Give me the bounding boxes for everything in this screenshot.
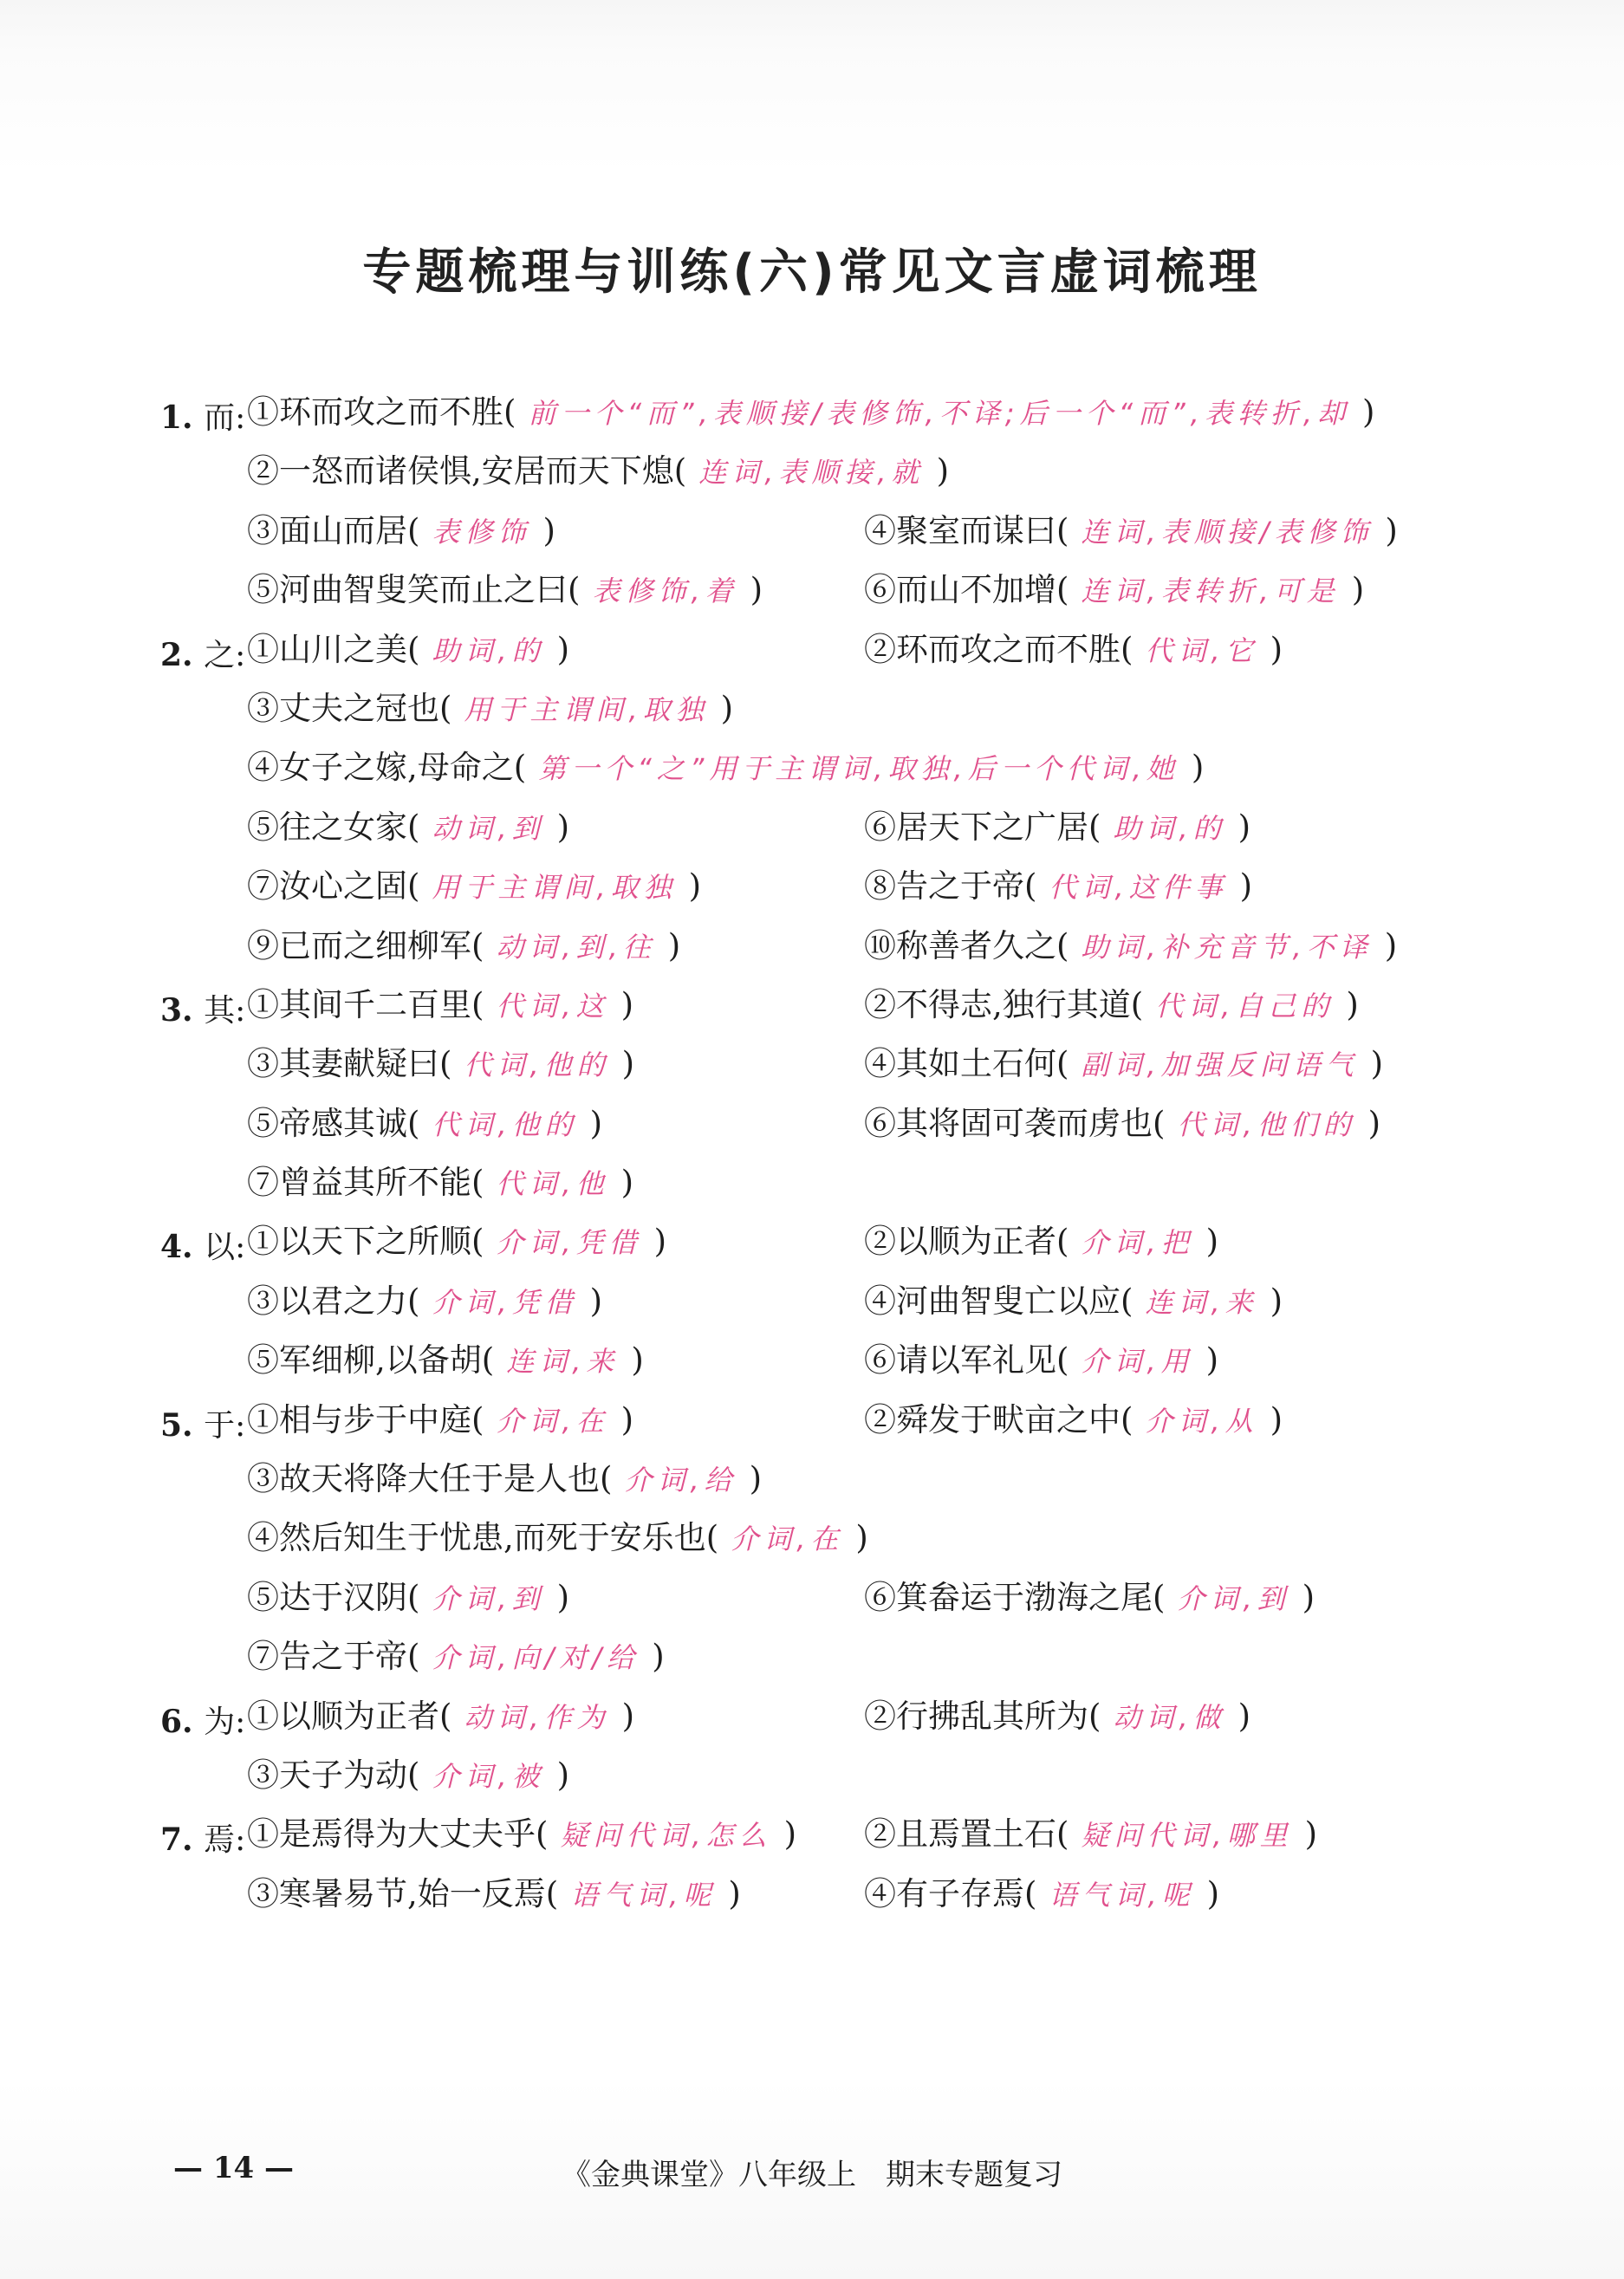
open-paren: ( [407, 630, 420, 668]
close-paren: ) [556, 630, 570, 668]
example-item [247, 1164, 633, 1203]
handwritten-answer: 介词,被 [432, 1759, 545, 1793]
open-paren: ( [439, 1045, 452, 1083]
item-number: 6. [160, 1703, 205, 1740]
close-paren: ) [556, 1756, 570, 1794]
example-sentence: ⑦汝心之固 [247, 867, 407, 906]
handwritten-answer: 动词,作为 [464, 1700, 610, 1734]
close-paren: ) [1205, 1341, 1219, 1380]
example-sentence: ④河曲智叟亡以应 [864, 1282, 1121, 1320]
handwritten-answer: 助词,的 [1113, 811, 1226, 845]
exercise-row [160, 447, 1478, 506]
close-paren: ) [621, 1045, 635, 1083]
close-paren: ) [1346, 985, 1359, 1023]
handwritten-answer: 用于主谓间,取独 [432, 871, 677, 905]
example-sentence: ④聚室而谋曰 [864, 511, 1056, 549]
example-sentence: ①环而攻之而不胜 [247, 393, 503, 431]
handwritten-answer: 疑问代词,哪里 [1081, 1819, 1293, 1853]
exercise-row [160, 1396, 1478, 1455]
example-sentence: ④有子存焉 [864, 1874, 1024, 1912]
example-item [864, 808, 1250, 847]
handwritten-answer: 疑问代词,怎么 [560, 1819, 772, 1853]
example-sentence: ④其如土石何 [864, 1045, 1056, 1083]
exercise-row [160, 981, 1478, 1040]
handwritten-answer: 代词,这件事 [1049, 871, 1228, 905]
example-item [864, 1105, 1380, 1144]
example-sentence: ②一怒而诸侯惧,安居而天下熄 [247, 452, 674, 490]
close-paren: ) [620, 985, 634, 1023]
example-item [864, 1579, 1315, 1618]
open-paren: ( [1088, 808, 1101, 846]
close-paren: ) [620, 1400, 634, 1438]
example-item [247, 1815, 796, 1854]
handwritten-answer: 用于主谓间,取独 [464, 692, 709, 726]
handwritten-answer: 代词,自己的 [1155, 989, 1335, 1023]
close-paren: ) [1384, 926, 1398, 964]
open-paren: ( [407, 1578, 420, 1616]
handwritten-answer: 连词,表顺接,就 [698, 456, 925, 490]
example-item [864, 571, 1364, 610]
example-sentence: ⑦告之于帝 [247, 1638, 407, 1676]
example-sentence: ③其妻献疑曰 [247, 1045, 439, 1083]
open-paren: ( [1056, 1341, 1069, 1380]
book-title-footer: 《金典课堂》八年级上 期末专题复习 [562, 2158, 1062, 2192]
example-sentence: ③丈夫之冠也 [247, 689, 439, 727]
close-paren: ) [652, 1638, 665, 1676]
close-paren: ) [667, 926, 681, 964]
example-sentence: ①以天下之所顺 [247, 1223, 471, 1261]
example-item [247, 867, 701, 906]
close-paren: ) [589, 1104, 603, 1142]
word-heading [160, 1698, 245, 1742]
exercise-row [160, 626, 1478, 685]
handwritten-answer: 连词,来 [1145, 1285, 1258, 1319]
example-item [864, 1401, 1283, 1440]
close-paren: ) [589, 1282, 603, 1320]
example-item [864, 1223, 1218, 1262]
handwritten-answer: 代词,他们的 [1177, 1107, 1356, 1141]
exercise-row [160, 507, 1478, 566]
example-sentence: ①其间千二百里 [247, 985, 471, 1023]
open-paren: ( [600, 1460, 613, 1498]
example-sentence: ①是焉得为大丈夫乎 [247, 1815, 536, 1854]
example-sentence: ②且焉置土石 [864, 1815, 1056, 1854]
handwritten-answer: 介词,凭借 [432, 1285, 578, 1319]
example-sentence: ⑧告之于帝 [864, 867, 1024, 906]
close-paren: ) [1270, 1400, 1283, 1438]
open-paren: ( [1056, 926, 1069, 964]
open-paren: ( [568, 571, 581, 609]
open-paren: ( [1121, 1282, 1134, 1320]
example-sentence: ⑤河曲智叟笑而止之曰 [247, 571, 568, 609]
open-paren: ( [503, 393, 516, 431]
example-sentence: ②舜发于畎亩之中 [864, 1400, 1121, 1438]
handwritten-answer: 介词,把 [1081, 1226, 1194, 1260]
word-heading [160, 631, 245, 675]
open-paren: ( [481, 1341, 495, 1380]
close-paren: ) [855, 1519, 868, 1557]
close-paren: ) [1206, 1874, 1220, 1912]
example-sentence: ⑩称善者久之 [864, 926, 1056, 964]
example-item [247, 927, 680, 966]
close-paren: ) [1304, 1815, 1318, 1854]
example-item [864, 1045, 1383, 1084]
handwritten-answer: 表修饰 [432, 515, 531, 549]
handwritten-answer: 介词,用 [1081, 1345, 1194, 1379]
example-item [247, 749, 1204, 788]
example-sentence: ③故天将降大任于是人也 [247, 1460, 600, 1498]
example-sentence: ⑤军细柳,以备胡 [247, 1341, 482, 1380]
close-paren: ) [631, 1341, 644, 1380]
item-number: 4. [160, 1229, 205, 1266]
example-sentence: ②不得志,独行其道 [864, 985, 1131, 1023]
close-paren: ) [936, 452, 949, 490]
open-paren: ( [439, 1697, 452, 1735]
page-title: 专题梳理与训练(六)常见文言虚词梳理 [362, 244, 1262, 301]
example-sentence: ①以顺为正者 [247, 1697, 439, 1735]
example-sentence: ⑤达于汉阴 [247, 1578, 407, 1616]
example-item [864, 867, 1252, 906]
exercise-row [160, 1870, 1478, 1929]
function-word: 于: [204, 1407, 246, 1444]
example-sentence: ①山川之美 [247, 630, 407, 668]
exercise-row [160, 922, 1478, 981]
example-item [864, 986, 1359, 1025]
word-heading [160, 986, 245, 1030]
item-number: 2. [160, 636, 205, 673]
exercise-row [160, 1692, 1478, 1751]
example-item [247, 512, 555, 551]
close-paren: ) [720, 689, 734, 727]
example-item [864, 1341, 1218, 1380]
handwritten-answer: 第一个“之”用于主谓词,取独,后一个代词,她 [538, 752, 1179, 786]
open-paren: ( [1056, 571, 1069, 609]
handwritten-answer: 副词,加强反问语气 [1081, 1049, 1359, 1082]
open-paren: ( [439, 689, 452, 727]
example-item [247, 1045, 634, 1084]
example-item [864, 1875, 1219, 1914]
example-item [247, 1105, 602, 1144]
open-paren: ( [1056, 1223, 1069, 1261]
word-heading [160, 393, 245, 438]
example-item [247, 1638, 665, 1677]
example-sentence: ⑥而山不加增 [864, 571, 1056, 609]
example-item [247, 1341, 644, 1380]
exercise-row [160, 685, 1478, 743]
example-sentence: ⑥其将固可袭而虏也 [864, 1104, 1153, 1142]
open-paren: ( [471, 1400, 484, 1438]
handwritten-answer: 动词,做 [1113, 1700, 1226, 1734]
example-item [247, 1282, 602, 1321]
example-sentence: ②以顺为正者 [864, 1223, 1056, 1261]
example-item [247, 986, 633, 1025]
item-number: 5. [160, 1406, 205, 1444]
example-item [864, 927, 1397, 966]
example-item [247, 808, 569, 847]
example-sentence: ③寒暑易节,始一反焉 [247, 1874, 546, 1912]
handwritten-answer: 介词,向/对/给 [432, 1641, 640, 1675]
example-sentence: ②环而攻之而不胜 [864, 630, 1121, 668]
handwritten-answer: 代词,他 [496, 1167, 609, 1201]
example-item [247, 1875, 741, 1914]
handwritten-answer: 语气词,呢 [1049, 1878, 1195, 1912]
handwritten-answer: 介词,到 [432, 1581, 545, 1615]
close-paren: ) [688, 867, 702, 906]
handwritten-answer: 代词,他的 [464, 1049, 610, 1082]
example-item [864, 631, 1283, 670]
example-sentence: ⑦曾益其所不能 [247, 1164, 471, 1202]
close-paren: ) [620, 1164, 634, 1202]
example-item [247, 1460, 762, 1499]
open-paren: ( [407, 1104, 420, 1142]
exercise-row [160, 803, 1478, 862]
close-paren: ) [1362, 393, 1375, 431]
item-number: 7. [160, 1821, 205, 1859]
handwritten-answer: 代词,他的 [432, 1107, 578, 1141]
open-paren: ( [673, 452, 687, 490]
open-paren: ( [1056, 1045, 1069, 1083]
open-paren: ( [1024, 1874, 1037, 1912]
close-paren: ) [1385, 511, 1398, 549]
handwritten-answer: 语气词,呢 [570, 1878, 717, 1912]
close-paren: ) [621, 1697, 635, 1735]
exercise-row [160, 743, 1478, 802]
handwritten-answer: 代词,这 [496, 989, 609, 1023]
open-paren: ( [705, 1519, 719, 1557]
example-sentence: ⑤往之女家 [247, 808, 407, 846]
open-paren: ( [545, 1874, 559, 1912]
example-item [247, 1579, 569, 1618]
exercise-row [160, 1751, 1478, 1810]
open-paren: ( [407, 808, 420, 846]
example-sentence: ⑥请以军礼见 [864, 1341, 1056, 1380]
exercise-row [160, 1514, 1478, 1573]
example-item [247, 571, 763, 610]
example-item [247, 631, 569, 670]
example-item [247, 690, 733, 729]
example-sentence: ①相与步于中庭 [247, 1400, 471, 1438]
function-word: 之: [204, 637, 246, 673]
close-paren: ) [1270, 1282, 1283, 1320]
close-paren: ) [1351, 571, 1365, 609]
handwritten-answer: 助词,的 [432, 633, 545, 667]
example-item [864, 1698, 1250, 1737]
handwritten-answer: 连词,来 [506, 1345, 620, 1379]
close-paren: ) [1237, 808, 1251, 846]
open-paren: ( [1024, 867, 1037, 906]
example-item [864, 1282, 1283, 1321]
example-sentence: ③天子为动 [247, 1756, 407, 1794]
close-paren: ) [1367, 1104, 1381, 1142]
close-paren: ) [1237, 1697, 1251, 1735]
close-paren: ) [783, 1815, 797, 1854]
exercise-row [160, 1100, 1478, 1159]
example-item [864, 1815, 1317, 1854]
handwritten-answer: 前一个“而”,表顺接/表修饰,不译;后一个“而”,表转折,却 [528, 397, 1351, 430]
exercise-row [160, 862, 1478, 921]
open-paren: ( [536, 1815, 549, 1854]
function-word: 其: [204, 992, 246, 1029]
word-heading [160, 1815, 245, 1860]
example-sentence: ⑥箕畚运于渤海之尾 [864, 1578, 1153, 1616]
function-word: 为: [204, 1704, 246, 1740]
exercise-row [160, 388, 1478, 447]
close-paren: ) [1205, 1223, 1219, 1261]
open-paren: ( [1121, 630, 1134, 668]
handwritten-answer: 代词,它 [1145, 633, 1258, 667]
open-paren: ( [1153, 1578, 1166, 1616]
close-paren: ) [1302, 1578, 1315, 1616]
open-paren: ( [1056, 511, 1069, 549]
function-word: 而: [204, 400, 246, 436]
handwritten-answer: 表修饰,着 [592, 575, 738, 608]
example-sentence: ③以君之力 [247, 1282, 407, 1320]
example-item [247, 1519, 868, 1558]
open-paren: ( [471, 1164, 484, 1202]
open-paren: ( [471, 1223, 484, 1261]
example-item [247, 1756, 569, 1795]
handwritten-answer: 动词,到,往 [496, 930, 656, 964]
function-word: 焉: [204, 1822, 246, 1859]
example-sentence: ④女子之嫁,母命之 [247, 749, 514, 787]
example-sentence: ⑥居天下之广居 [864, 808, 1088, 846]
example-sentence: ②行拂乱其所为 [864, 1697, 1088, 1735]
close-paren: ) [556, 1578, 570, 1616]
exercise-row [160, 1217, 1478, 1276]
open-paren: ( [1088, 1697, 1101, 1735]
exercise-row [160, 566, 1478, 625]
close-paren: ) [542, 511, 555, 549]
handwritten-answer: 动词,到 [432, 811, 545, 845]
handwritten-answer: 介词,凭借 [496, 1226, 642, 1260]
open-paren: ( [1121, 1400, 1134, 1438]
handwritten-answer: 介词,到 [1177, 1581, 1290, 1615]
page-number: — 14 — [173, 2151, 294, 2185]
function-word: 以: [204, 1230, 246, 1266]
close-paren: ) [749, 1460, 763, 1498]
example-sentence: ⑤帝感其诚 [247, 1104, 407, 1142]
item-number: 1. [160, 399, 205, 436]
close-paren: ) [750, 571, 763, 609]
item-number: 3. [160, 991, 205, 1029]
open-paren: ( [407, 1756, 420, 1794]
open-paren: ( [471, 985, 484, 1023]
exercise-row [160, 1159, 1478, 1217]
close-paren: ) [1370, 1045, 1384, 1083]
open-paren: ( [471, 926, 484, 964]
word-heading [160, 1223, 245, 1267]
exercise-row [160, 1810, 1478, 1869]
open-paren: ( [513, 749, 527, 787]
open-paren: ( [407, 867, 420, 906]
open-paren: ( [1130, 985, 1144, 1023]
example-sentence: ③面山而居 [247, 511, 407, 549]
example-sentence: ④然后知生于忧患,而死于安乐也 [247, 1519, 706, 1557]
example-item [247, 1401, 633, 1440]
handwritten-answer: 连词,表顺接/表修饰 [1081, 515, 1374, 549]
handwritten-answer: 介词,给 [624, 1464, 737, 1497]
exercise-row [160, 1336, 1478, 1395]
close-paren: ) [556, 808, 570, 846]
example-item [247, 1223, 666, 1262]
handwritten-answer: 介词,从 [1145, 1404, 1258, 1438]
exercise-row [160, 1040, 1478, 1099]
close-paren: ) [1239, 867, 1253, 906]
open-paren: ( [407, 511, 420, 549]
exercise-row [160, 1455, 1478, 1514]
close-paren: ) [1270, 630, 1283, 668]
handwritten-answer: 连词,表转折,可是 [1081, 575, 1340, 608]
handwritten-answer: 助词,补充音节,不译 [1081, 930, 1373, 964]
open-paren: ( [1153, 1104, 1166, 1142]
handwritten-answer: 介词,在 [496, 1404, 609, 1438]
example-item [864, 512, 1398, 551]
handwritten-answer: 介词,在 [731, 1523, 844, 1556]
example-item [247, 1698, 634, 1737]
example-item [247, 452, 949, 491]
close-paren: ) [653, 1223, 667, 1261]
close-paren: ) [1191, 749, 1205, 787]
open-paren: ( [407, 1638, 420, 1676]
word-heading [160, 1401, 245, 1445]
open-paren: ( [1056, 1815, 1069, 1854]
close-paren: ) [728, 1874, 741, 1912]
open-paren: ( [407, 1282, 420, 1320]
exercise-row [160, 1574, 1478, 1633]
example-sentence: ⑨已而之细柳军 [247, 926, 471, 964]
exercise-row [160, 1277, 1478, 1336]
example-item [247, 393, 1374, 432]
exercise-list [160, 388, 1478, 1929]
exercise-row [160, 1633, 1478, 1691]
